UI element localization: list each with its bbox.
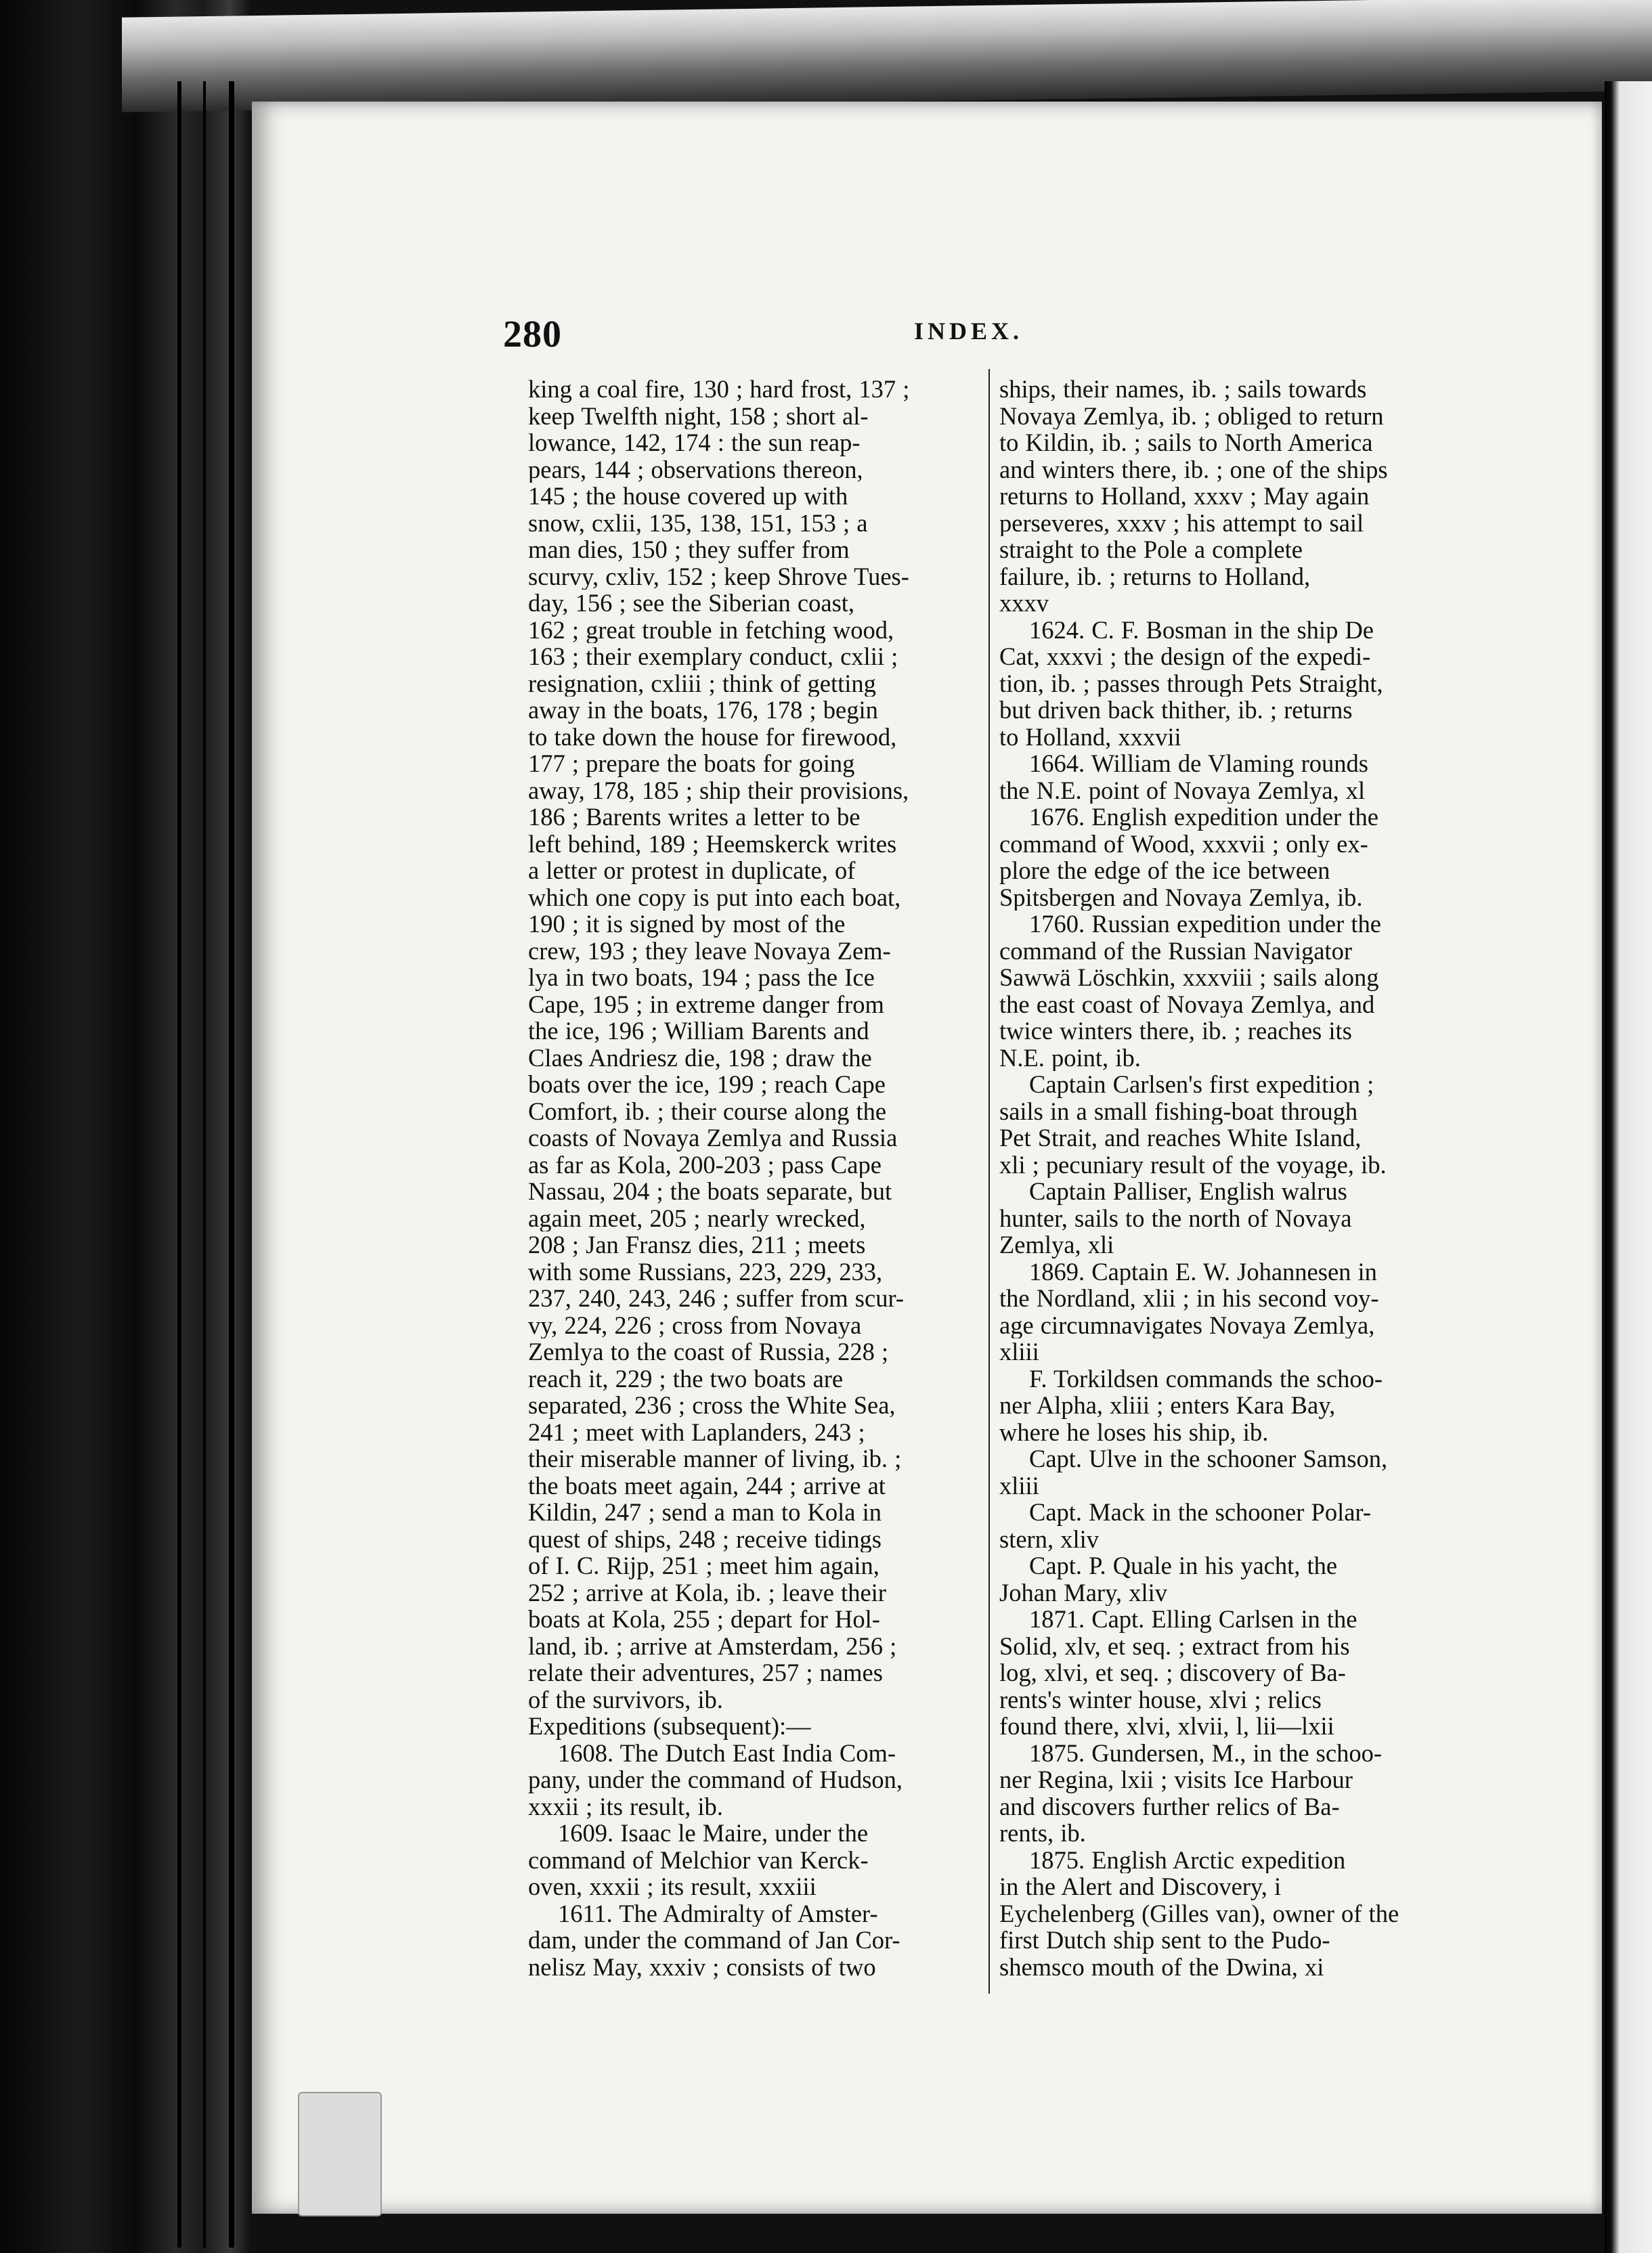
index-line: to Kildin, ib. ; sails to North America — [999, 429, 1373, 456]
index-line: xliii — [999, 1472, 1039, 1499]
index-line: and discovers further relics of Ba- — [999, 1793, 1340, 1820]
index-line: Zemlya to the coast of Russia, 228 ; — [528, 1338, 889, 1365]
index-line: returns to Holland, xxxv ; May again — [999, 483, 1370, 510]
index-line: shemsco mouth of the Dwina, xi — [999, 1953, 1324, 1980]
index-line: F. Torkildsen commands the schoo- — [1029, 1365, 1383, 1392]
index-line: Capt. Ulve in the schooner Samson, — [1029, 1445, 1388, 1472]
index-line: 1676. English expedition under the — [1029, 804, 1378, 831]
spine-shadow-line — [177, 81, 181, 2248]
index-line: the Nordland, xlii ; in his second voy- — [999, 1285, 1379, 1312]
index-line: 1611. The Admiralty of Amster- — [558, 1900, 878, 1927]
index-line: Novaya Zemlya, ib. ; obliged to return — [999, 402, 1384, 429]
index-line: Kildin, 247 ; send a man to Kola in — [528, 1499, 882, 1526]
index-line: command of Melchior van Kerck- — [528, 1846, 869, 1873]
index-line: quest of ships, 248 ; receive tidings — [528, 1525, 882, 1552]
index-line: crew, 193 ; they leave Novaya Zem- — [528, 937, 891, 964]
page-number: 280 — [503, 313, 562, 355]
index-line: lowance, 142, 174 : the sun reap- — [528, 429, 861, 456]
index-line: Comfort, ib. ; their course along the — [528, 1097, 887, 1124]
index-line: xxxv — [999, 590, 1049, 617]
index-line: away, 178, 185 ; ship their provisions, — [528, 776, 909, 804]
index-line: and winters there, ib. ; one of the ships — [999, 456, 1388, 483]
index-line: N.E. point, ib. — [999, 1044, 1141, 1071]
running-head: INDEX. — [914, 318, 1024, 345]
index-line: the east coast of Novaya Zemlya, and — [999, 990, 1375, 1018]
index-line: again meet, 205 ; nearly wrecked, — [528, 1204, 866, 1231]
index-line: coasts of Novaya Zemlya and Russia — [528, 1124, 898, 1152]
index-line: straight to the Pole a complete — [999, 536, 1303, 563]
index-line: left behind, 189 ; Heemskerck writes — [528, 830, 897, 857]
index-line: Claes Andriesz die, 198 ; draw the — [528, 1044, 872, 1071]
index-line: Cape, 195 ; in extreme danger from — [528, 990, 884, 1018]
index-line: 241 ; meet with Laplanders, 243 ; — [528, 1418, 865, 1445]
index-line: with some Russians, 223, 229, 233, — [528, 1258, 883, 1285]
index-line: first Dutch ship sent to the Pudo- — [999, 1927, 1330, 1954]
index-line: ner Regina, lxii ; visits Ice Harbour — [999, 1766, 1353, 1793]
index-line: man dies, 150 ; they suffer from — [528, 536, 850, 563]
index-line: oven, xxxii ; its result, xxxiii — [528, 1873, 817, 1900]
index-line: sails in a small fishing-boat through — [999, 1097, 1358, 1124]
index-line: Capt. Mack in the schooner Polar- — [1029, 1499, 1372, 1526]
index-line: failure, ib. ; returns to Holland, — [999, 563, 1311, 590]
index-line: 162 ; great trouble in fetching wood, — [528, 616, 894, 643]
index-line: land, ib. ; arrive at Amsterdam, 256 ; — [528, 1632, 897, 1659]
index-line: twice winters there, ib. ; reaches its — [999, 1018, 1352, 1045]
index-line: Spitsbergen and Novaya Zemlya, ib. — [999, 883, 1363, 911]
index-line: log, xlvi, et seq. ; discovery of Ba- — [999, 1659, 1346, 1686]
index-line: 1608. The Dutch East India Com- — [558, 1739, 896, 1766]
index-line: Expeditions (subsequent):— — [528, 1713, 811, 1740]
index-line: lya in two boats, 194 ; pass the Ice — [528, 964, 875, 991]
index-line: plore the edge of the ice between — [999, 857, 1330, 884]
index-line: the boats meet again, 244 ; arrive at — [528, 1472, 886, 1499]
index-line: Eychelenberg (Gilles van), owner of the — [999, 1900, 1399, 1927]
index-line: in the Alert and Discovery, i — [999, 1873, 1282, 1900]
index-line: Johan Mary, xliv — [999, 1579, 1168, 1606]
index-line: 1624. C. F. Bosman in the ship De — [1029, 616, 1374, 643]
index-line: Nassau, 204 ; the boats separate, but — [528, 1178, 892, 1205]
index-line: to Holland, xxxvii — [999, 723, 1181, 750]
index-line: xliii — [999, 1338, 1039, 1365]
index-line: 208 ; Jan Fransz dies, 211 ; meets — [528, 1231, 866, 1259]
index-line: Zemlya, xli — [999, 1231, 1114, 1259]
index-line: of I. C. Rijp, 251 ; meet him again, — [528, 1552, 879, 1579]
index-line: to take down the house for firewood, — [528, 723, 897, 750]
index-line: rents, ib. — [999, 1820, 1086, 1847]
index-line: which one copy is put into each boat, — [528, 883, 901, 911]
index-line: 1869. Captain E. W. Johannesen in — [1029, 1258, 1377, 1285]
index-line: scurvy, cxliv, 152 ; keep Shrove Tues- — [528, 563, 909, 590]
index-line: Solid, xlv, et seq. ; extract from his — [999, 1632, 1350, 1659]
index-line: 252 ; arrive at Kola, ib. ; leave their — [528, 1579, 886, 1606]
index-line: dam, under the command of Jan Cor- — [528, 1927, 900, 1954]
index-line: 1664. William de Vlaming rounds — [1029, 750, 1368, 777]
index-line: hunter, sails to the north of Novaya — [999, 1204, 1352, 1231]
index-line: 1875. English Arctic expedition — [1029, 1846, 1346, 1873]
right-index-column — [999, 376, 1433, 1980]
index-line: Captain Palliser, English walrus — [1029, 1178, 1347, 1205]
index-line: tion, ib. ; passes through Pets Straight, — [999, 670, 1383, 697]
index-line: age circumnavigates Novaya Zemlya, — [999, 1311, 1375, 1338]
index-line: Sawwä Löschkin, xxxviii ; sails along — [999, 964, 1379, 991]
index-line: but driven back thither, ib. ; returns — [999, 697, 1353, 724]
index-line: stern, xliv — [999, 1525, 1099, 1552]
index-line: boats over the ice, 199 ; reach Cape — [528, 1071, 886, 1098]
facing-page-edge — [1605, 81, 1652, 2253]
index-line: vy, 224, 226 ; cross from Novaya — [528, 1311, 862, 1338]
left-index-column — [528, 376, 988, 1980]
index-line: command of Wood, xxxvii ; only ex- — [999, 830, 1368, 857]
index-line: found there, xlvi, xlvii, l, lii—lxii — [999, 1713, 1334, 1740]
index-line: pany, under the command of Hudson, — [528, 1766, 903, 1793]
index-line: reach it, 229 ; the two boats are — [528, 1365, 844, 1392]
index-line: 190 ; it is signed by most of the — [528, 911, 846, 938]
index-line: where he loses his ship, ib. — [999, 1418, 1269, 1445]
index-line: the ice, 196 ; William Barents and — [528, 1018, 869, 1045]
index-line: as far as Kola, 200-203 ; pass Cape — [528, 1151, 882, 1178]
index-line: 1875. Gundersen, M., in the schoo- — [1029, 1739, 1382, 1766]
index-line: 186 ; Barents writes a letter to be — [528, 804, 861, 831]
index-line: Cat, xxxvi ; the design of the expedi- — [999, 643, 1371, 670]
index-line: of the survivors, ib. — [528, 1686, 723, 1713]
index-line: 163 ; their exemplary conduct, cxlii ; — [528, 643, 898, 670]
index-line: 177 ; prepare the boats for going — [528, 750, 855, 777]
column-divider — [988, 369, 990, 1994]
index-line: a letter or protest in duplicate, of — [528, 857, 856, 884]
spine-shadow-line — [203, 81, 206, 2248]
index-line: relate their adventures, 257 ; names — [528, 1659, 883, 1686]
index-line: Capt. P. Quale in his yacht, the — [1029, 1552, 1338, 1579]
index-line: rents's winter house, xlvi ; relics — [999, 1686, 1322, 1713]
index-line: keep Twelfth night, 158 ; short al- — [528, 402, 869, 429]
index-line: boats at Kola, 255 ; depart for Hol- — [528, 1606, 880, 1633]
index-line: king a coal fire, 130 ; hard frost, 137 ; — [528, 376, 910, 403]
index-line: pears, 144 ; observations thereon, — [528, 456, 863, 483]
index-line: ner Alpha, xliii ; enters Kara Bay, — [999, 1392, 1336, 1419]
page-corner-tab — [298, 2092, 382, 2216]
index-line: 237, 240, 243, 246 ; suffer from scur- — [528, 1285, 905, 1312]
index-line: Captain Carlsen's first expedition ; — [1029, 1071, 1374, 1098]
index-line: separated, 236 ; cross the White Sea, — [528, 1392, 896, 1419]
index-line: Pet Strait, and reaches White Island, — [999, 1124, 1362, 1152]
index-line: 1871. Capt. Elling Carlsen in the — [1029, 1606, 1357, 1633]
index-line: ships, their names, ib. ; sails towards — [999, 376, 1367, 403]
index-line: snow, cxlii, 135, 138, 151, 153 ; a — [528, 509, 868, 536]
index-line: 1609. Isaac le Maire, under the — [558, 1820, 869, 1847]
index-line: command of the Russian Navigator — [999, 937, 1352, 964]
index-line: away in the boats, 176, 178 ; begin — [528, 697, 878, 724]
index-line: their miserable manner of living, ib. ; — [528, 1445, 902, 1472]
index-line: xxxii ; its result, ib. — [528, 1793, 723, 1820]
index-line: 145 ; the house covered up with — [528, 483, 848, 510]
index-line: xli ; pecuniary result of the voyage, ib. — [999, 1151, 1387, 1178]
index-line: resignation, cxliii ; think of getting — [528, 670, 876, 697]
index-line: the N.E. point of Novaya Zemlya, xl — [999, 776, 1366, 804]
index-line: day, 156 ; see the Siberian coast, — [528, 590, 855, 617]
index-line: 1760. Russian expedition under the — [1029, 911, 1381, 938]
index-line: nelisz May, xxxiv ; consists of two — [528, 1953, 876, 1980]
spine-shadow-line — [229, 81, 234, 2248]
index-line: perseveres, xxxv ; his attempt to sail — [999, 509, 1364, 536]
